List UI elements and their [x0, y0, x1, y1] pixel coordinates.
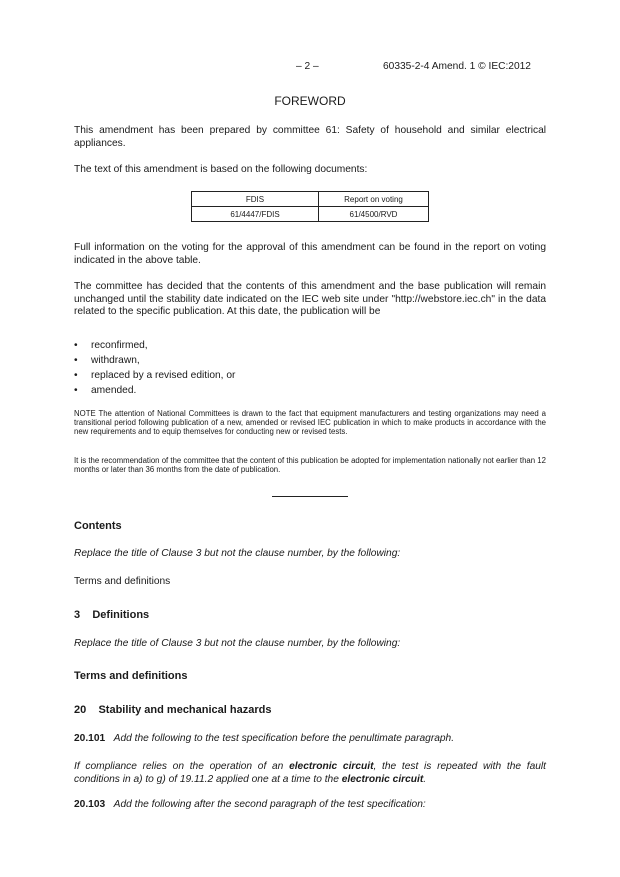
- table-row: [192, 207, 429, 222]
- foreword-paragraph-stability-date: The committee has decided that the contents of this amendment and the base publication will remain unchanged until the stability date indicated on the IEC web site under "http://webstore.iec.ch" in the data related to the specific publication. At this date, the publication will be: [74, 281, 546, 318]
- list-item: • amended.: [74, 385, 137, 396]
- compliance-paragraph: If compliance relies on the operation of an electronic circuit, the test is repeated with the fault conditions in a) to g) of 19.11.2 applied one at a time to the electronic circuit.: [74, 761, 547, 785]
- table-header-fdis: FDIS: [192, 192, 319, 207]
- section-divider: [272, 496, 348, 497]
- defined-term: electronic circuit: [341, 773, 424, 785]
- bullet-icon: •: [74, 370, 78, 381]
- table-header-report-on-voting: Report on voting: [319, 192, 429, 207]
- clause-instruction: Add the following after the second paragraph of the test specification:: [113, 799, 426, 810]
- table-cell-rvd-number: 61/4500/RVD: [319, 207, 429, 222]
- definitions-instruction: Replace the title of Clause 3 but not the clause number, by the following:: [74, 638, 401, 649]
- clause-number: 20.103: [74, 799, 106, 810]
- list-item: • withdrawn,: [74, 355, 140, 366]
- clause-20-103: [74, 799, 546, 812]
- table-cell-fdis-number: 61/4447/FDIS: [192, 207, 319, 222]
- definitions-heading: 3 Definitions: [74, 609, 150, 621]
- foreword-paragraph-documents: The text of this amendment is based on the following documents:: [74, 164, 368, 175]
- table-header-row: [192, 192, 429, 207]
- list-item: • replaced by a revised edition, or: [74, 370, 236, 381]
- stability-heading: 20 Stability and mechanical hazards: [74, 704, 272, 716]
- contents-replacement-title: Terms and definitions: [74, 576, 171, 587]
- clause-20-101: [74, 733, 546, 746]
- bullet-icon: •: [74, 355, 78, 366]
- foreword-note: NOTE The attention of National Committees is drawn to the fact that equipment manufacturers and testing organizations may need a transitional period following publication of a new, amended or revised IEC publication in which to make products in accordance with the new requirements and to equip themselves for conducting new or revised tests.: [74, 409, 546, 437]
- bullet-icon: •: [74, 385, 78, 396]
- defined-term: electronic circuit: [289, 761, 374, 772]
- bullet-icon: •: [74, 340, 78, 351]
- clause-instruction: Add the following to the test specification before the penultimate paragraph.: [113, 733, 455, 744]
- foreword-paragraph-voting-info: Full information on the voting for the approval of this amendment can be found in the report on voting indicated in the above table.: [74, 242, 546, 266]
- page-number: – 2 –: [296, 61, 319, 72]
- document-reference: 60335-2-4 Amend. 1 © IEC:2012: [383, 61, 531, 72]
- contents-instruction: Replace the title of Clause 3 but not the clause number, by the following:: [74, 548, 401, 559]
- definitions-new-title: Terms and definitions: [74, 670, 188, 682]
- foreword-paragraph-committee: This amendment has been prepared by committee 61: Safety of household and similar electrical appliances.: [74, 125, 546, 149]
- contents-heading: Contents: [74, 520, 122, 532]
- list-item: • reconfirmed,: [74, 340, 148, 351]
- voting-documents-table: [191, 191, 429, 222]
- foreword-recommendation: It is the recommendation of the committee that the content of this publication be adopted for implementation nationally not earlier than 12 months or later than 36 months from the date of publication.: [74, 456, 546, 475]
- foreword-title: FOREWORD: [274, 94, 346, 108]
- clause-number: 20.101: [74, 733, 106, 744]
